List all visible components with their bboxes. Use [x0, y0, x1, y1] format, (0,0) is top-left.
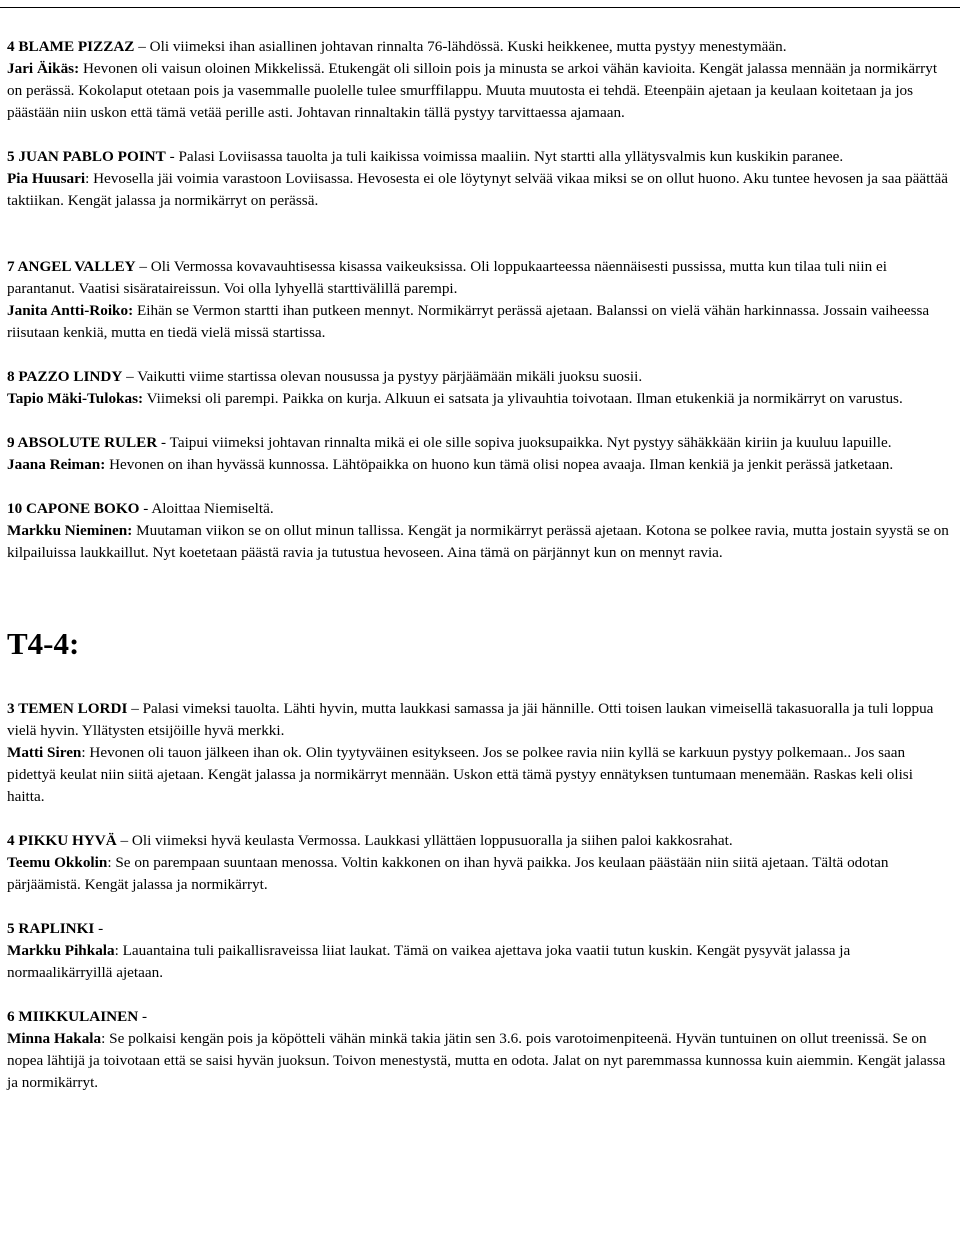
- trainer-comment: : Se polkaisi kengän pois ja köpötteli vähän minkä takia jätin sen 3.6. pois varotoimenpiteenä. Hyvän tuntuinen on ollut treenissä. Se on nopea lähtijä ja toivotaan että se saisi hyvän juoksun. Toivon menestystä, mutta en odota. Jalat on nyt paremmassa kunnossa kuin aiemmin. Kengät jalassa ja normikärryt.: [7, 1030, 946, 1091]
- trainer-comment: Hevonen oli vaisun oloinen Mikkelissä. Etukengät oli silloin pois ja minusta se arkoi vähän kavioita. Kengät jalassa mennään ja normikärryt on perässä. Kokolaput otetaan pois ja vasemmalle puolelle tulee smurffilappu. Muuta muutosta ei tehdä. Eteenpäin ajetaan ja keulaan koitetaan ja jos päästään niin uskon että tämä vetää perille asti. Johtavan rinnaltakin tällä pystyy tarvittaessa ajamaan.: [7, 60, 938, 121]
- trainer-comment: : Lauantaina tuli paikallisraveissa liiat laukat. Tämä on vaikea ajettava joka vaatii tutun kuskin. Kengät pysyvät jalassa ja normaalikärryillä ajetaan.: [7, 942, 851, 981]
- horse-summary: 6 MIIKKULAINEN - Minna Hakala: Se polkaisi kengän pois ja köpötteli vähän minkä takia jätin sen 3.6. pois varotoimenpiteenä. Hyvän tuntuinen on ollut treenissä. Se on nopea lähtijä ja toivotaan että se saisi hyvän juoksun. Toivon menestystä, mutta en odota. Jalat on nyt paremmassa kunnossa kuin aiemmin. Kengät jalassa ja normikärryt.: [7, 1008, 946, 1091]
- horse-summary: 4 PIKKU HYVÄ – Oli viimeksi hyvä keulasta Vermossa. Laukkasi yllättäen loppusuoralla ja siihen paloi kakkosrahat. Teemu Okkolin: Se on parempaan suuntaan menossa. Voltin kakkonen on ihan hyvä paikka. Jos keulaan päästään niin siitä ajetaan. Tältä odotan pärjäämistä. Kengät jalassa ja normikärryt.: [7, 832, 889, 893]
- trainer-comment: Eihän se Vermon startti ihan putkeen mennyt. Normikärryt perässä ajetaan. Balanssi on vielä vähän harkinnassa. Jossain vaiheessa riisutaan kenkiä, mutta en tiedä vielä missä startissa.: [7, 302, 930, 341]
- trainer-comment: : Hevonen oli tauon jälkeen ihan ok. Olin tyytyväinen esitykseen. Jos se polkee ravia niin kyllä se karkuun pystyy polkemaan.. Jos saan pidettyä keulat niin siitä ajetaan. Kengät jalassa ja normikärryt mennään. Uskon että tämä pystyy ennätyksen tuntumaan menemään. Raskas keli olisi haitta.: [7, 744, 913, 805]
- horse-name: 5 RAPLINKI: [7, 920, 95, 937]
- trainer-comment: Muutaman viikon se on ollut minun tallissa. Kengät ja normikärryt perässä ajetaan. Kotona se polkee ravia, mutta jostain syystä se on kilpailuissa laukkaillut. Nyt koetetaan päästä ravia ja tutustua hevoseen. Aina tämä on pärjännyt kun on mennyt ravia.: [7, 522, 949, 561]
- horse-summary: 5 RAPLINKI - Markku Pihkala: Lauantaina tuli paikallisraveissa liiat laukat. Tämä on vaikea ajettava joka vaatii tutun kuskin. Kengät pysyvät jalassa ja normaalikärryillä ajetaan.: [7, 920, 851, 981]
- trainer-comment: Viimeksi oli parempi. Paikka on kurja. Alkuun ei satsata ja ylivauhtia toivotaan. Ilman etukenkiä ja normikärryt on varustus.: [143, 390, 903, 407]
- horse-comment: Oli Vermossa kovavauhtisessa kisassa vaikeuksissa. Oli loppukaarteessa näennäisesti pussissa, mutta kun tilaa tuli niin ei parantanut. Vaatisi sisärataireissun. Voi olla lyhyellä starttivälillä parempi.: [7, 258, 887, 297]
- entry-pazzo-lindy: [7, 366, 953, 410]
- trainer-name: Jari Äikäs:: [7, 60, 80, 77]
- trainer-name: Teemu Okkolin: [7, 854, 108, 871]
- entry-temen-lordi: [7, 698, 953, 808]
- horse-summary: 10 CAPONE BOKO - Aloittaa Niemiseltä. Markku Nieminen: Muutaman viikon se on ollut minun tallissa. Kengät ja normikärryt perässä ajetaan. Kotona se polkee ravia, mutta jostain syystä se on kilpailuissa laukkaillut. Nyt koetetaan päästä ravia ja tutustua hevoseen. Aina tämä on pärjännyt kun on mennyt ravia.: [7, 500, 949, 561]
- trainer-name: Matti Siren: [7, 744, 82, 761]
- entry-juan-pablo-point: [7, 146, 953, 212]
- section-heading: T4-4:: [7, 626, 80, 661]
- entry-absolute-ruler: [7, 432, 953, 476]
- top-rule: [0, 7, 960, 8]
- trainer-comment: : Hevosella jäi voimia varastoon Loviisassa. Hevosesta ei ole löytynyt selvää vikaa miksi se on ollut huono. Aku tuntee hevosen ja saa päättää taktiikan. Kengät jalassa ja normikärryt on perässä.: [7, 170, 949, 209]
- horse-name: 4 PIKKU HYVÄ: [7, 832, 117, 849]
- trainer-name: Pia Huusari: [7, 170, 86, 187]
- horse-name: 8 PAZZO LINDY: [7, 368, 123, 385]
- horse-name: 9 ABSOLUTE RULER: [7, 434, 158, 451]
- trainer-name: Markku Nieminen:: [7, 522, 133, 539]
- entry-miikkulainen: [7, 1006, 953, 1094]
- horse-comment: Vaikutti viime startissa olevan nousussa ja pystyy pärjäämään mikäli juoksu suosii.: [137, 368, 643, 385]
- entry-capone-boko: [7, 498, 953, 564]
- horse-comment: Oli viimeksi ihan asiallinen johtavan rinnalta 76-lähdössä. Kuski heikkenee, mutta pystyy menestymään.: [149, 38, 787, 55]
- horse-name: 3 TEMEN LORDI: [7, 700, 128, 717]
- trainer-comment: Hevonen on ihan hyvässä kunnossa. Lähtöpaikka on huono kun tämä olisi nopea avaaja. Ilman kenkiä ja jenkit perässä jatketaan.: [105, 456, 894, 473]
- horse-summary: 7 ANGEL VALLEY – Oli Vermossa kovavauhtisessa kisassa vaikeuksissa. Oli loppukaarteessa näennäisesti pussissa, mutta kun tilaa tuli niin ei parantanut. Vaatisi sisärataireissun. Voi olla lyhyellä starttivälillä parempi. Janita Antti-Roiko: Eihän se Vermon startti ihan putkeen mennyt. Normikärryt perässä ajetaan. Balanssi on vielä vähän harkinnassa. Jossain vaiheessa riisutaan kenkiä, mutta en tiedä vielä missä startissa.: [7, 258, 930, 341]
- trainer-comment: : Se on parempaan suuntaan menossa. Voltin kakkonen on ihan hyvä paikka. Jos keulaan päästään niin siitä ajetaan. Tältä odotan pärjäämistä. Kengät jalassa ja normikärryt.: [7, 854, 889, 893]
- trainer-name: Jaana Reiman:: [7, 456, 106, 473]
- document-body: [7, 36, 953, 1094]
- entry-angel-valley: [7, 256, 953, 344]
- horse-comment: Palasi Loviisassa tauolta ja tuli kaikissa voimissa maaliin. Nyt startti alla yllätysvalmis kun kuskikin paranee.: [178, 148, 844, 165]
- horse-summary: 5 JUAN PABLO POINT - Palasi Loviisassa tauolta ja tuli kaikissa voimissa maaliin. Nyt startti alla yllätysvalmis kun kuskikin paranee. Pia Huusari: Hevosella jäi voimia varastoon Loviisassa. Hevosesta ei ole löytynyt selvää vikaa miksi se on ollut huono. Aku tuntee hevosen ja saa päättää taktiikan. Kengät jalassa ja normikärryt on perässä.: [7, 148, 949, 209]
- horse-summary: 3 TEMEN LORDI – Palasi vimeksi tauolta. Lähti hyvin, mutta laukkasi samassa ja jäi hännille. Otti toisen laukan vimeisellä takasuoralla ja tuli loppua vielä hyvin. Yllätysten etsijöille hyvä merkki. Matti Siren: Hevonen oli tauon jälkeen ihan ok. Olin tyytyväinen esitykseen. Jos se polkee ravia niin kyllä se karkuun pystyy polkemaan.. Jos saan pidettyä keulat niin siitä ajetaan. Kengät jalassa ja normikärryt mennään. Uskon että tämä pystyy ennätyksen tuntumaan menemään. Raskas keli olisi haitta.: [7, 700, 934, 805]
- horse-comment: Oli viimeksi hyvä keulasta Vermossa. Laukkasi yllättäen loppusuoralla ja siihen paloi kakkosrahat.: [131, 832, 733, 849]
- horse-name: 4 BLAME PIZZAZ: [7, 38, 135, 55]
- horse-comment: Aloittaa Niemiseltä.: [151, 500, 274, 517]
- horse-summary: 9 ABSOLUTE RULER - Taipui viimeksi johtavan rinnalta mikä ei ole sille sopiva juoksupaikka. Nyt pystyy sähäkkään kiriin ja kuuluu lapuille. Jaana Reiman: Hevonen on ihan hyvässä kunnossa. Lähtöpaikka on huono kun tämä olisi nopea avaaja. Ilman kenkiä ja jenkit perässä jatketaan.: [7, 434, 894, 473]
- entry-blame-pizzaz: [7, 36, 953, 124]
- horse-name: 6 MIIKKULAINEN: [7, 1008, 139, 1025]
- horse-name: 7 ANGEL VALLEY: [7, 258, 136, 275]
- horse-name: 5 JUAN PABLO POINT: [7, 148, 166, 165]
- horse-summary: 4 BLAME PIZZAZ – Oli viimeksi ihan asiallinen johtavan rinnalta 76-lähdössä. Kuski heikkenee, mutta pystyy menestymään. Jari Äikäs: Hevonen oli vaisun oloinen Mikkelissä. Etukengät oli silloin pois ja minusta se arkoi vähän kavioita. Kengät jalassa mennään ja normikärryt on perässä. Kokolaput otetaan pois ja vasemmalle puolelle tulee smurffilappu. Muuta muutosta ei tehdä. Eteenpäin ajetaan ja keulaan koitetaan ja jos päästään niin uskon että tämä vetää perille asti. Johtavan rinnaltakin tällä pystyy tarvittaessa ajamaan.: [7, 38, 938, 121]
- entry-pikku-hyva: [7, 830, 953, 896]
- entry-raplinki: [7, 918, 953, 984]
- trainer-name: Markku Pihkala: [7, 942, 115, 959]
- horse-comment: Palasi vimeksi tauolta. Lähti hyvin, mutta laukkasi samassa ja jäi hännille. Otti toisen laukan vimeisellä takasuoralla ja tuli loppua vielä hyvin. Yllätysten etsijöille hyvä merkki.: [7, 700, 934, 739]
- horse-comment: Taipui viimeksi johtavan rinnalta mikä ei ole sille sopiva juoksupaikka. Nyt pystyy sähäkkään kiriin ja kuuluu lapuille.: [169, 434, 892, 451]
- trainer-name: Janita Antti-Roiko:: [7, 302, 134, 319]
- trainer-name: Tapio Mäki-Tulokas:: [7, 390, 144, 407]
- horse-summary: 8 PAZZO LINDY – Vaikutti viime startissa olevan nousussa ja pystyy pärjäämään mikäli juoksu suosii. Tapio Mäki-Tulokas: Viimeksi oli parempi. Paikka on kurja. Alkuun ei satsata ja ylivauhtia toivotaan. Ilman etukenkiä ja normikärryt on varustus.: [7, 368, 903, 407]
- horse-name: 10 CAPONE BOKO: [7, 500, 140, 517]
- trainer-name: Minna Hakala: [7, 1030, 102, 1047]
